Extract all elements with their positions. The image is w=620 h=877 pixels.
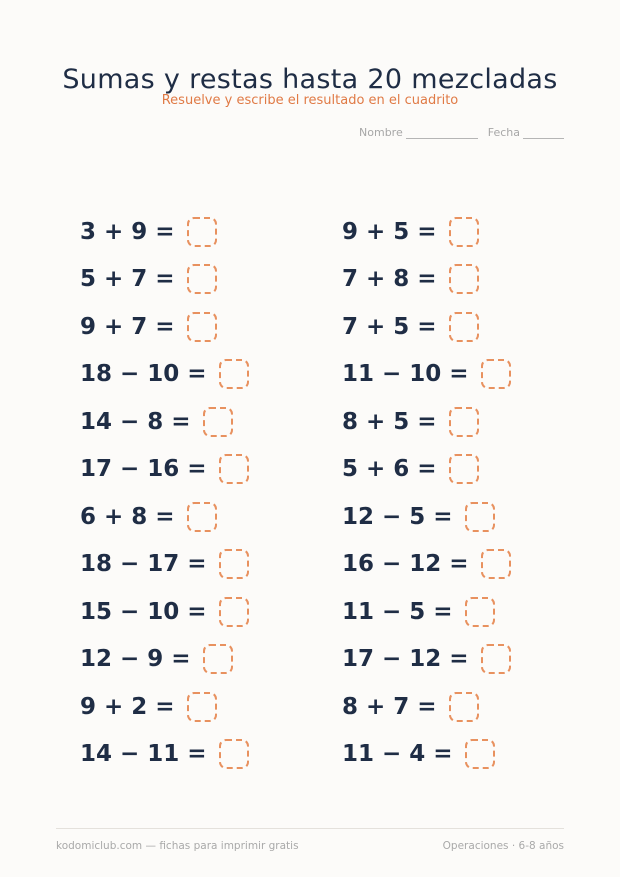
problem-row — [80, 351, 249, 399]
problems-left-column — [80, 208, 249, 778]
problem-row — [80, 256, 249, 304]
problem-row — [80, 588, 249, 636]
problem-expression: 14 − 8 = — [80, 408, 191, 435]
problem-expression: 7 + 5 = — [342, 313, 437, 340]
problem-row — [342, 636, 511, 684]
problem-row — [80, 446, 249, 494]
problem-expression: 12 − 5 = — [342, 503, 453, 530]
answer-box[interactable] — [219, 739, 249, 769]
problem-row — [80, 398, 249, 446]
student-fields — [359, 126, 564, 139]
problems-right-column — [342, 208, 511, 778]
problem-expression: 5 + 7 = — [80, 266, 175, 293]
instructions: Resuelve y escribe el resultado en el cuadrito — [161, 93, 459, 108]
problem-expression: 9 + 7 = — [80, 313, 175, 340]
footer-category: Operaciones · 6-8 años — [442, 840, 564, 852]
problem-expression: 17 − 12 = — [342, 646, 469, 673]
answer-box[interactable] — [481, 359, 511, 389]
date-label: Fecha — [487, 126, 520, 139]
answer-box[interactable] — [481, 549, 511, 579]
date-field[interactable] — [523, 128, 564, 139]
answer-box[interactable] — [187, 502, 217, 532]
problem-row — [80, 683, 249, 731]
problem-row — [80, 541, 249, 589]
problem-row — [342, 493, 511, 541]
problem-row — [80, 493, 249, 541]
problem-expression: 5 + 6 = — [342, 456, 437, 483]
footer-credit: kodomiclub.com — fichas para imprimir gratis — [56, 840, 299, 852]
answer-box[interactable] — [219, 549, 249, 579]
answer-box[interactable] — [219, 454, 249, 484]
problem-expression: 3 + 9 = — [80, 218, 175, 245]
answer-box[interactable] — [203, 407, 233, 437]
answer-box[interactable] — [449, 407, 479, 437]
problem-row — [342, 256, 511, 304]
answer-box[interactable] — [449, 454, 479, 484]
problem-row — [342, 446, 511, 494]
answer-box[interactable] — [203, 644, 233, 674]
problem-expression: 17 − 16 = — [80, 456, 207, 483]
problem-expression: 9 + 5 = — [342, 218, 437, 245]
answer-box[interactable] — [449, 692, 479, 722]
problem-expression: 6 + 8 = — [80, 503, 175, 530]
problem-row — [80, 303, 249, 351]
answer-box[interactable] — [187, 217, 217, 247]
problem-row — [342, 303, 511, 351]
answer-box[interactable] — [449, 217, 479, 247]
answer-box[interactable] — [187, 692, 217, 722]
problem-expression: 16 − 12 = — [342, 551, 469, 578]
problem-row — [342, 398, 511, 446]
problem-expression: 8 + 7 = — [342, 693, 437, 720]
problem-row — [342, 731, 511, 779]
problem-expression: 11 − 10 = — [342, 361, 469, 388]
answer-box[interactable] — [465, 597, 495, 627]
problem-expression: 11 − 4 = — [342, 741, 453, 768]
problem-expression: 15 − 10 = — [80, 598, 207, 625]
answer-box[interactable] — [219, 359, 249, 389]
problem-row — [342, 208, 511, 256]
name-field[interactable] — [406, 128, 478, 139]
answer-box[interactable] — [449, 312, 479, 342]
problem-row — [342, 351, 511, 399]
problem-row — [80, 208, 249, 256]
problem-expression: 8 + 5 = — [342, 408, 437, 435]
answer-box[interactable] — [449, 264, 479, 294]
problem-expression: 9 + 2 = — [80, 693, 175, 720]
answer-box[interactable] — [465, 739, 495, 769]
answer-box[interactable] — [219, 597, 249, 627]
problem-row — [80, 731, 249, 779]
problem-row — [80, 636, 249, 684]
answer-box[interactable] — [465, 502, 495, 532]
problem-expression: 12 − 9 = — [80, 646, 191, 673]
problem-row — [342, 541, 511, 589]
footer-divider — [56, 828, 564, 829]
answer-box[interactable] — [481, 644, 511, 674]
problem-expression: 14 − 11 = — [80, 741, 207, 768]
name-label: Nombre — [359, 126, 403, 139]
problem-expression: 18 − 17 = — [80, 551, 207, 578]
problem-expression: 11 − 5 = — [342, 598, 453, 625]
page-title: Sumas y restas hasta 20 mezcladas — [62, 64, 558, 96]
problem-row — [342, 588, 511, 636]
problem-expression: 18 − 10 = — [80, 361, 207, 388]
answer-box[interactable] — [187, 264, 217, 294]
problem-expression: 7 + 8 = — [342, 266, 437, 293]
answer-box[interactable] — [187, 312, 217, 342]
problem-row — [342, 683, 511, 731]
